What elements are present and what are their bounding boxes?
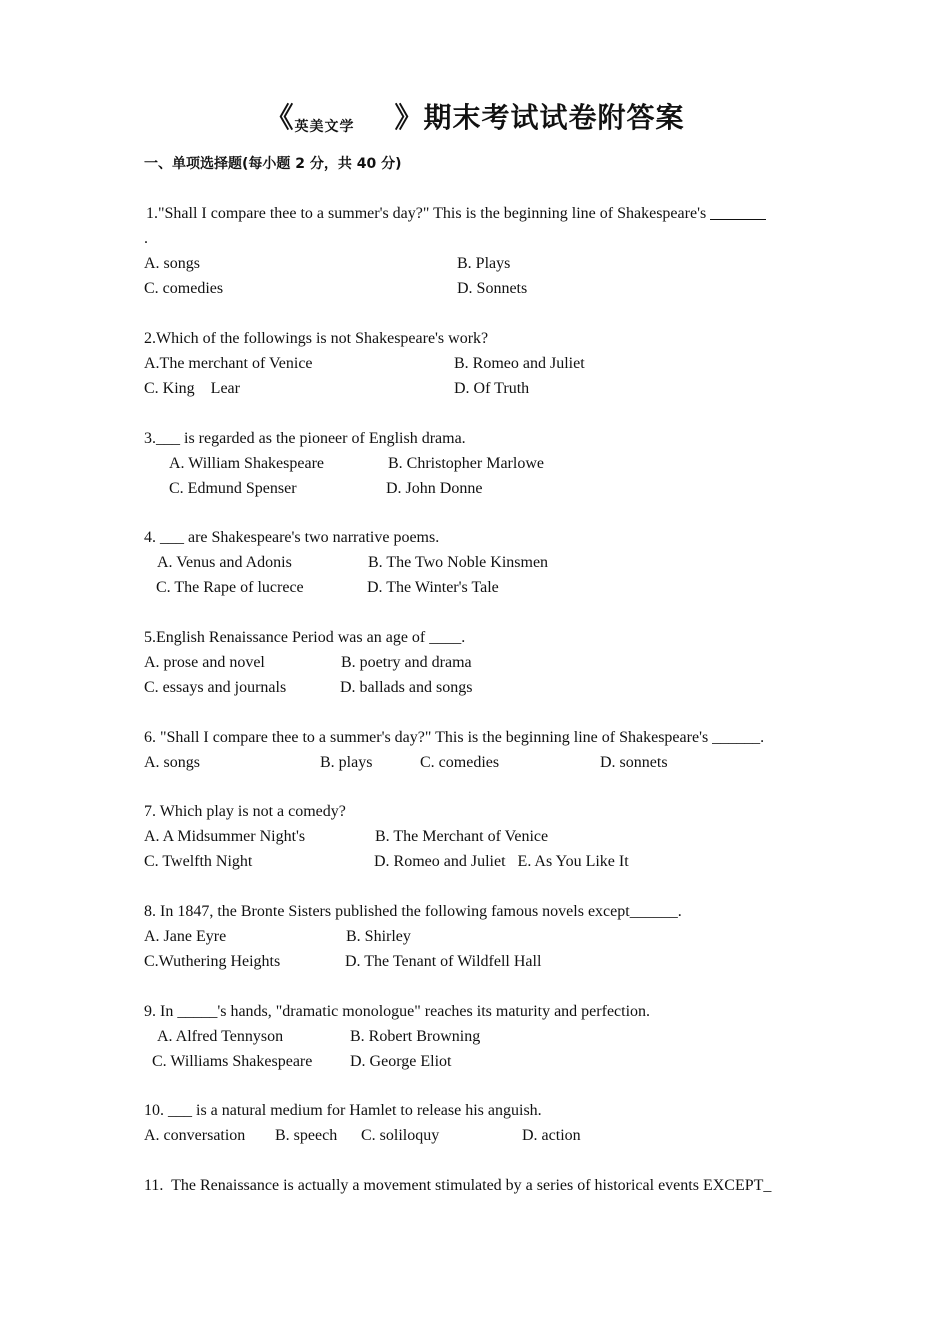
q3-option-c: C. Edmund Spenser <box>169 480 297 497</box>
q5-option-c: C. essays and journals <box>144 679 287 696</box>
q10-option-c: C. soliloquy <box>361 1127 440 1144</box>
q4-option-b: B. The Two Noble Kinsmen <box>368 554 549 571</box>
q6-option-d: D. sonnets <box>600 754 668 771</box>
q5-option-b: B. poetry and drama <box>341 654 472 671</box>
q2-option-a: A.The merchant of Venice <box>144 355 313 372</box>
q2-option-c: C. King Lear <box>144 380 240 397</box>
q7-option-b: B. The Merchant of Venice <box>375 828 549 845</box>
q3-option-a: A. William Shakespeare <box>169 455 325 472</box>
q9-option-d: D. George Eliot <box>350 1053 452 1070</box>
title-open: 《 <box>265 101 295 134</box>
title-subject: 英美文学 <box>294 119 355 135</box>
q4-option-d: D. The Winter's Tale <box>367 579 499 596</box>
q9-stem: 9. In _____'s hands, "dramatic monologue" reaches its maturity and perfection. <box>144 1003 651 1020</box>
q8-option-c: C.Wuthering Heights <box>144 953 281 970</box>
q9-option-c: C. Williams Shakespeare <box>152 1053 313 1070</box>
q8-option-a: A. Jane Eyre <box>144 928 227 945</box>
q3-option-d: D. John Donne <box>386 480 483 497</box>
q8-option-d: D. The Tenant of Wildfell Hall <box>345 953 542 970</box>
q1-option-b: B. Plays <box>457 255 511 272</box>
q1-answer-blank <box>710 205 766 220</box>
q10-option-b: B. speech <box>275 1127 338 1144</box>
q10-option-a: A. conversation <box>144 1127 246 1144</box>
q10-stem: 10. ___ is a natural medium for Hamlet to release his anguish. <box>144 1102 542 1119</box>
q3-option-b: B. Christopher Marlowe <box>388 455 544 472</box>
q1-option-a: A. songs <box>144 255 201 272</box>
q1-option-d: D. Sonnets <box>457 280 528 297</box>
q6-stem: 6. "Shall I compare thee to a summer's day?" This is the beginning line of Shakespeare's ______. <box>144 729 765 746</box>
q5-stem: 5.English Renaissance Period was an age of ____. <box>144 629 466 646</box>
q1-stem <box>146 204 766 224</box>
q7-option-c: C. Twelfth Night <box>144 853 253 870</box>
title-close: 》期末考试试卷附答案 <box>394 101 685 134</box>
q2-option-d: D. Of Truth <box>454 380 530 397</box>
q2-option-b: B. Romeo and Juliet <box>454 355 585 372</box>
q5-option-a: A. prose and novel <box>144 654 265 671</box>
page-title <box>0 96 950 136</box>
q4-option-c: C. The Rape of lucrece <box>156 579 304 596</box>
q8-option-b: B. Shirley <box>346 928 411 945</box>
q11-stem: 11. The Renaissance is actually a movement stimulated by a series of historical events EXCEPT_ <box>144 1177 772 1194</box>
q1-stem-text: 1."Shall I compare thee to a summer's day?" This is the beginning line of Shakespeare's <box>146 205 707 222</box>
section-heading: 一、单项选择题(每小题 2 分，共 40 分) <box>144 156 402 172</box>
q5-option-d: D. ballads and songs <box>340 679 473 696</box>
q7-stem: 7. Which play is not a comedy? <box>144 803 346 820</box>
q1-dot: . <box>144 230 148 247</box>
q9-option-b: B. Robert Browning <box>350 1028 481 1045</box>
q3-stem: 3.___ is regarded as the pioneer of English drama. <box>144 430 466 447</box>
q10-option-d: D. action <box>522 1127 581 1144</box>
q6-option-c: C. comedies <box>420 754 500 771</box>
q4-option-a: A. Venus and Adonis <box>157 554 292 571</box>
q1-option-c: C. comedies <box>144 280 224 297</box>
q7-option-a: A. A Midsummer Night's <box>144 828 306 845</box>
q4-stem: 4. ___ are Shakespeare's two narrative poems. <box>144 529 440 546</box>
q2-stem: 2.Which of the followings is not Shakespeare's work? <box>144 330 489 347</box>
q8-stem: 8. In 1847, the Bronte Sisters published the following famous novels except______. <box>144 903 682 920</box>
q9-option-a: A. Alfred Tennyson <box>157 1028 284 1045</box>
q6-option-b: B. plays <box>320 754 373 771</box>
q6-option-a: A. songs <box>144 754 201 771</box>
q7-option-d: D. Romeo and Juliet E. As You Like It <box>374 853 629 870</box>
